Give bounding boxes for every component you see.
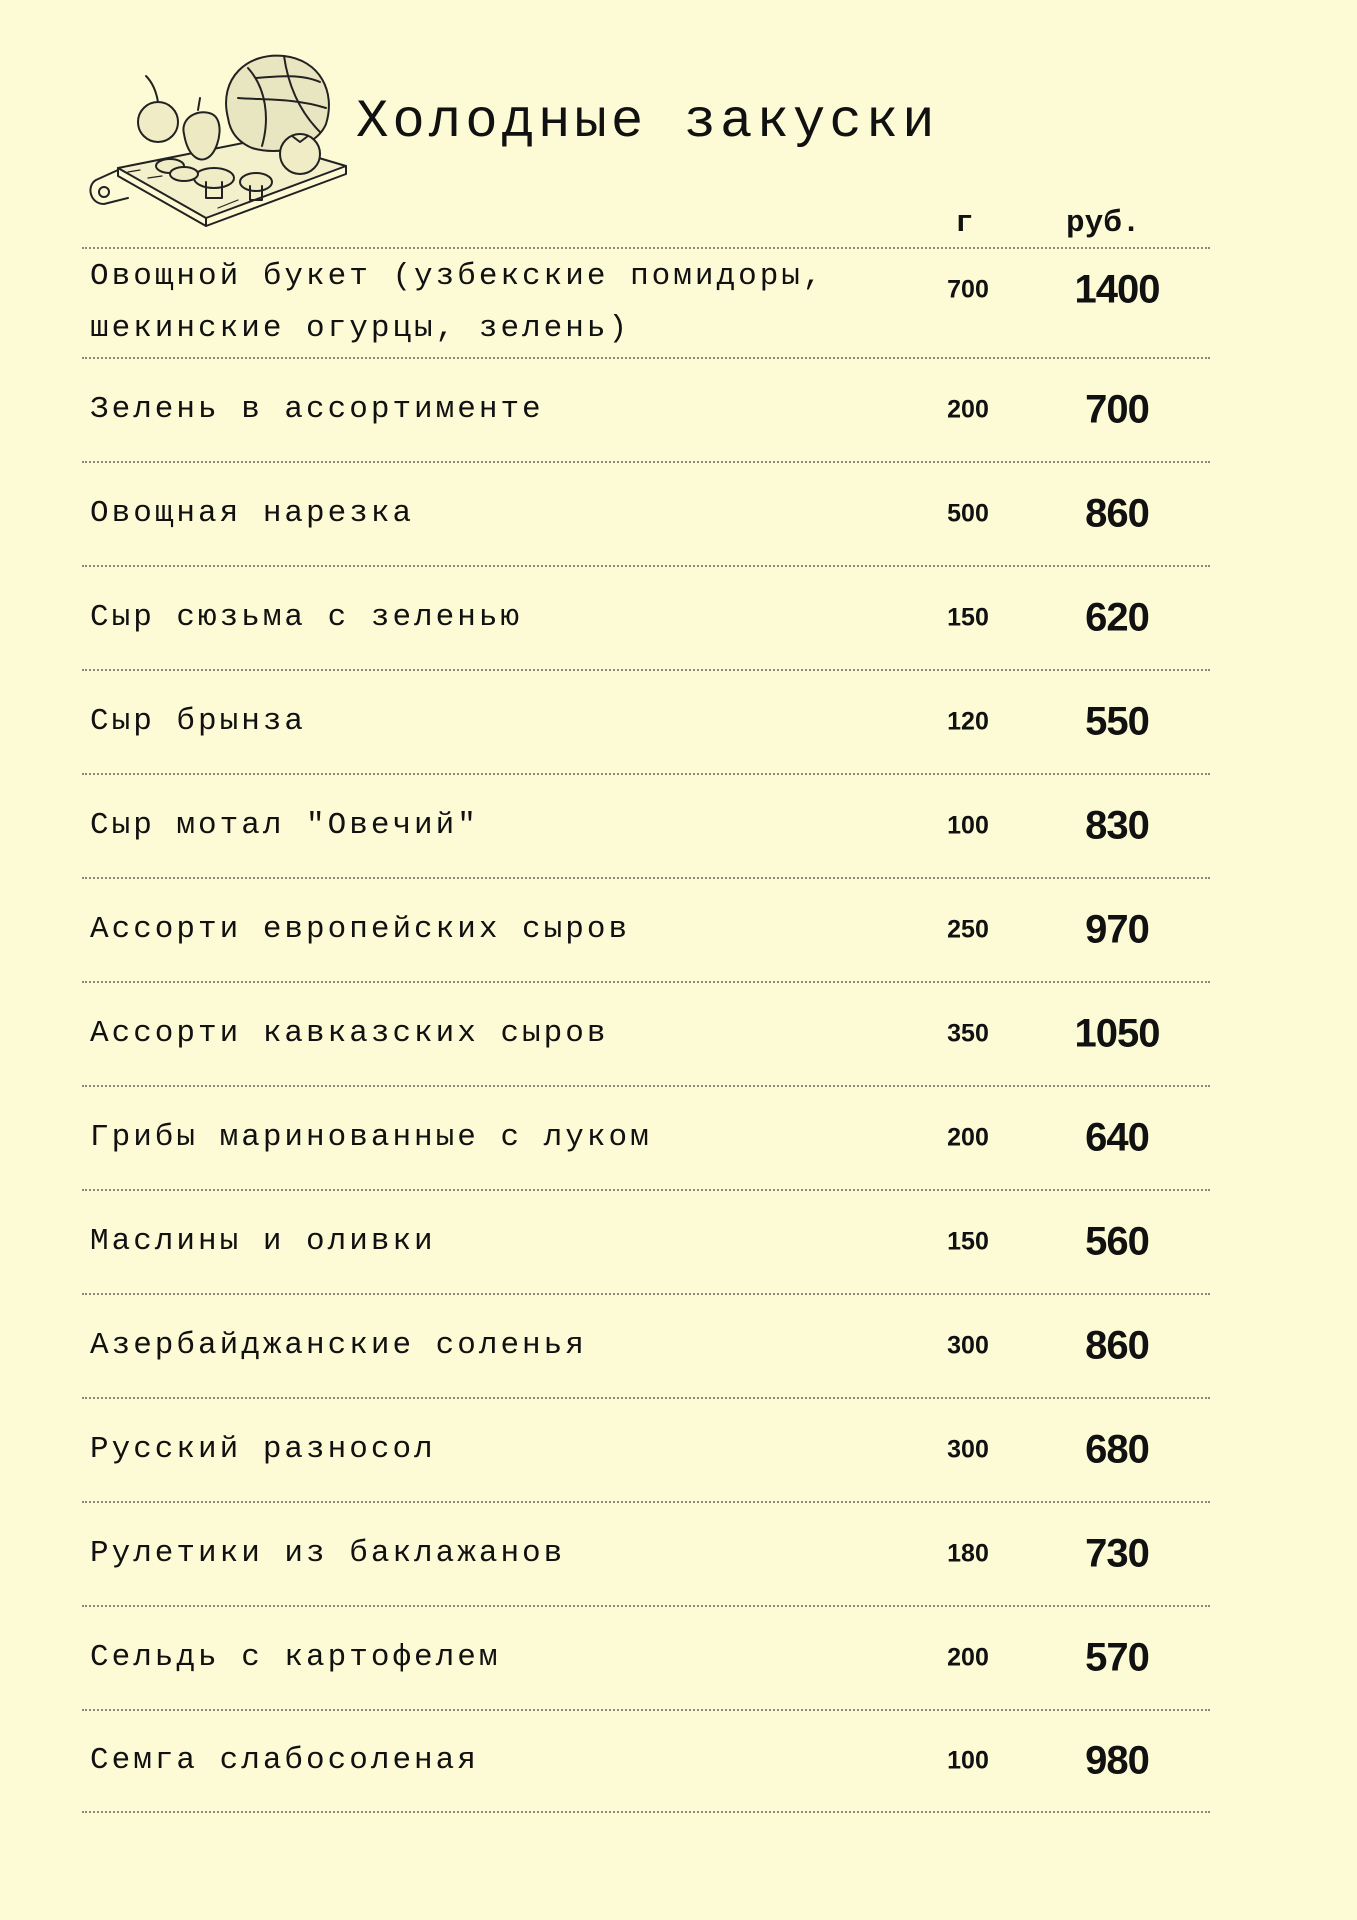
item-name: Ассорти европейских сыров — [90, 912, 631, 947]
item-price: 560 — [1085, 1219, 1149, 1264]
menu-item — [82, 247, 1210, 357]
menu-item — [82, 773, 1210, 877]
menu-list — [82, 247, 1210, 1813]
item-price: 680 — [1085, 1427, 1149, 1472]
item-name: Азербайджанские соленья — [90, 1328, 587, 1363]
item-price: 970 — [1085, 907, 1149, 952]
item-price: 860 — [1085, 1323, 1149, 1368]
item-price: 830 — [1085, 803, 1149, 848]
item-name: Семга слабосоленая — [90, 1743, 479, 1778]
menu-item — [82, 461, 1210, 565]
item-name: Сыр мотал "Овечий" — [90, 808, 479, 843]
weight-column-header: г — [955, 206, 974, 241]
item-weight: 200 — [947, 395, 989, 424]
item-weight: 500 — [947, 499, 989, 528]
item-name: Рулетики из баклажанов — [90, 1536, 566, 1571]
item-weight: 120 — [947, 707, 989, 736]
menu-item — [82, 1085, 1210, 1189]
menu-item — [82, 565, 1210, 669]
menu-item — [82, 1293, 1210, 1397]
item-name: Сельдь с картофелем — [90, 1640, 501, 1675]
item-price: 550 — [1085, 699, 1149, 744]
item-weight: 180 — [947, 1539, 989, 1568]
item-name: Грибы маринованные с луком — [90, 1120, 652, 1155]
item-name: Маслины и оливки — [90, 1224, 436, 1259]
item-name: Ассорти кавказских сыров — [90, 1016, 609, 1051]
menu-item — [82, 1605, 1210, 1709]
item-price: 980 — [1085, 1738, 1149, 1783]
menu-item — [82, 877, 1210, 981]
menu-item — [82, 669, 1210, 773]
menu-item — [82, 357, 1210, 461]
item-weight: 100 — [947, 811, 989, 840]
item-weight: 150 — [947, 1227, 989, 1256]
item-price: 620 — [1085, 595, 1149, 640]
item-name: Сыр сюзьма с зеленью — [90, 600, 523, 635]
item-weight: 150 — [947, 603, 989, 632]
item-price: 860 — [1085, 491, 1149, 536]
price-column-header: руб. — [1066, 206, 1141, 241]
item-name: Зелень в ассортименте — [90, 392, 544, 427]
menu-item — [82, 1709, 1210, 1813]
menu-item — [82, 981, 1210, 1085]
item-weight: 700 — [947, 275, 989, 304]
item-name: Сыр брынза — [90, 704, 307, 739]
item-weight: 100 — [947, 1746, 989, 1775]
item-weight: 200 — [947, 1643, 989, 1672]
item-weight: 350 — [947, 1019, 989, 1048]
item-price: 730 — [1085, 1531, 1149, 1576]
item-price: 1050 — [1074, 1011, 1160, 1056]
page-title: Холодные закуски — [356, 92, 939, 153]
vegetables-board-illustration — [88, 48, 356, 230]
item-name: Овощная нарезка — [90, 496, 415, 531]
menu-item — [82, 1501, 1210, 1605]
menu-item — [82, 1397, 1210, 1501]
item-name: Русский разносол — [90, 1432, 436, 1467]
item-name: Овощной букет (узбекские помидоры, шекинские огурцы, зелень) — [90, 259, 825, 346]
item-weight: 300 — [947, 1435, 989, 1464]
item-weight: 250 — [947, 915, 989, 944]
item-weight: 200 — [947, 1123, 989, 1152]
item-price: 570 — [1085, 1635, 1149, 1680]
item-price: 700 — [1085, 387, 1149, 432]
item-price: 640 — [1085, 1115, 1149, 1160]
item-weight: 300 — [947, 1331, 989, 1360]
item-price: 1400 — [1074, 267, 1160, 312]
menu-item — [82, 1189, 1210, 1293]
